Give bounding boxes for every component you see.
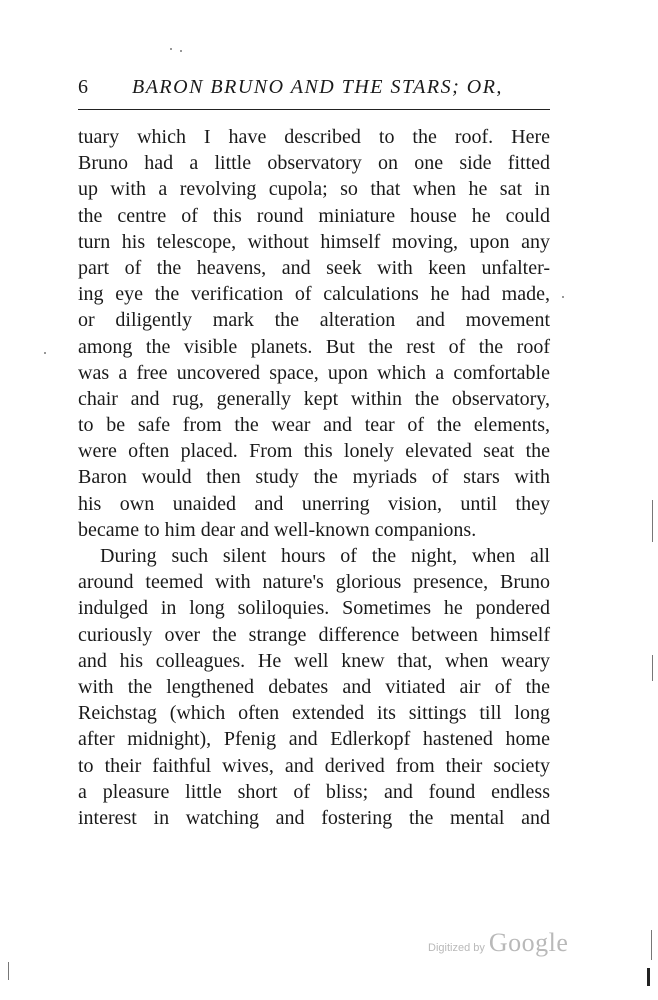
text-line: ing eye the verification of calculations he had made,: [78, 283, 550, 306]
text-line: with the lengthened debates and vitiated air of the: [78, 675, 550, 698]
text-line: around teemed with nature's glorious presence, Bruno: [78, 571, 550, 594]
scan-edge-mark: [647, 968, 650, 986]
scan-speck: [170, 48, 172, 50]
text-line: to be safe from the wear and tear of the elements,: [78, 414, 550, 437]
text-line: was a free uncovered space, upon which a comfortable: [78, 361, 550, 384]
scan-edge-mark: [652, 655, 653, 681]
running-head-title: BARON BRUNO AND THE STARS; OR,: [132, 76, 503, 98]
text-line: interest in watching and fostering the mental and: [78, 806, 550, 829]
text-line: his own unaided and unerring vision, until they: [78, 492, 550, 515]
text-line: chair and rug, generally kept within the observatory,: [78, 387, 550, 410]
text-line: up with a revolving cupola; so that when he sat in: [78, 178, 550, 201]
text-line: curiously over the strange difference between himself: [78, 623, 550, 646]
text-line: among the visible planets. But the rest of the roof: [78, 335, 550, 358]
text-line: During such silent hours of the night, when all: [100, 545, 550, 567]
body-text: [78, 124, 550, 831]
text-line: turn his telescope, without himself moving, upon any: [78, 230, 550, 253]
scan-speck: [180, 50, 182, 52]
header-rule: [78, 109, 550, 110]
scan-edge-mark: [652, 500, 653, 542]
digitized-watermark: [428, 928, 568, 958]
text-line: tuary which I have described to the roof. Here: [78, 126, 550, 148]
text-line: indulged in long soliloquies. Sometimes he pondered: [78, 597, 550, 620]
watermark-prefix: Digitized by: [428, 942, 485, 954]
text-line: the centre of this round miniature house he could: [78, 204, 550, 227]
text-line: became to him dear and well-known companions.: [78, 518, 477, 541]
scan-edge-mark: [651, 930, 652, 960]
scan-speck: [44, 352, 46, 354]
page-number: 6: [78, 76, 89, 98]
text-line: Bruno had a little observatory on one side fitted: [78, 152, 550, 175]
text-line: to their faithful wives, and derived from their society: [78, 754, 550, 777]
text-line: Baron would then study the myriads of stars with: [78, 466, 550, 489]
text-line: part of the heavens, and seek with keen unfalter-: [78, 256, 550, 279]
text-line: Reichstag (which often extended its sittings till long: [78, 702, 550, 725]
watermark-brand: Google: [488, 928, 569, 957]
text-line: a pleasure little short of bliss; and found endless: [78, 780, 550, 803]
text-line: or diligently mark the alteration and movement: [78, 309, 550, 332]
text-line: and his colleagues. He well knew that, when weary: [78, 649, 550, 672]
text-line: after midnight), Pfenig and Edlerkopf hastened home: [78, 728, 550, 751]
scan-edge-mark: [8, 962, 9, 980]
text-line: were often placed. From this lonely elevated seat the: [78, 440, 550, 463]
scan-speck: [562, 296, 564, 298]
